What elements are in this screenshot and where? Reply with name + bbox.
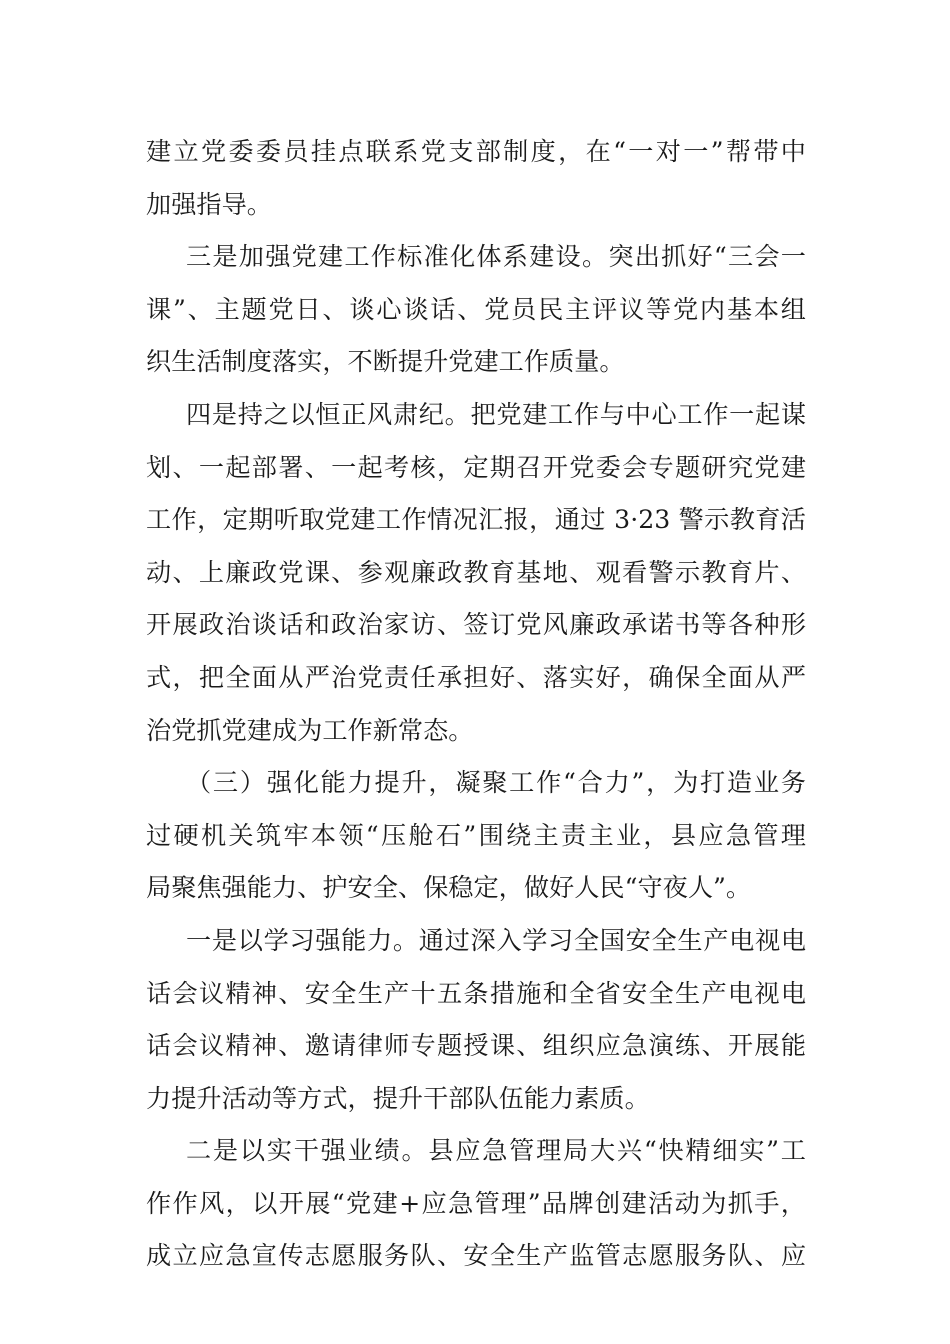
- text-line: 织生活制度落实，不断提升党建工作质量。: [146, 347, 625, 377]
- document-body: [146, 126, 806, 1283]
- text-line: 话会议精神、安全生产十五条措施和全省安全生产电视电: [146, 978, 806, 1008]
- text-line: 动、上廉政党课、参观廉政教育基地、观看警示教育片、: [146, 557, 806, 587]
- paragraph-learning: [146, 915, 806, 1125]
- text-line: 局聚焦强能力、护安全、保稳定，做好人民“守夜人”。: [146, 873, 752, 903]
- text-line: 三是加强党建工作标准化体系建设。突出抓好“三会一: [186, 242, 806, 272]
- text-line: 加强指导。: [146, 189, 272, 219]
- paragraph-party-committee-guidance: [146, 126, 806, 231]
- text-line: 作作风，以开展“党建+应急管理”品牌创建活动为抓手，: [146, 1188, 806, 1218]
- text-line: 工作，定期听取党建工作情况汇报，通过 3·23 警示教育活: [146, 505, 806, 535]
- text-line: 话会议精神、邀请律师专题授课、组织应急演练、开展能: [146, 1031, 806, 1061]
- text-line: 成立应急宣传志愿服务队、安全生产监管志愿服务队、应: [146, 1241, 806, 1271]
- text-line: 开展政治谈话和政治家访、签订党风廉政承诺书等各种形: [146, 610, 806, 640]
- text-line: 一是以学习强能力。通过深入学习全国安全生产电视电: [186, 925, 806, 955]
- text-line: 治党抓党建成为工作新常态。: [146, 715, 474, 745]
- paragraph-capability-heading: [146, 757, 806, 915]
- paragraph-standardization: [146, 231, 806, 389]
- text-line: 四是持之以恒正风肃纪。把党建工作与中心工作一起谋: [186, 399, 806, 429]
- text-line: 过硬机关筑牢本领“压舱石”围绕主责主业，县应急管理: [146, 820, 806, 850]
- paragraph-discipline: [146, 389, 806, 757]
- text-line: 建立党委委员挂点联系党支部制度，在“一对一”帮带中: [146, 137, 806, 166]
- text-line: 力提升活动等方式，提升干部队伍能力素质。: [146, 1083, 650, 1113]
- text-line: 划、一起部署、一起考核，定期召开党委会专题研究党建: [146, 452, 806, 482]
- paragraph-performance: [146, 1125, 806, 1283]
- text-line: 二是以实干强业绩。县应急管理局大兴“快精细实”工: [186, 1136, 806, 1166]
- text-line: 式，把全面从严治党责任承担好、落实好，确保全面从严: [146, 662, 806, 692]
- text-line: （三）强化能力提升，凝聚工作“合力”，为打造业务: [186, 768, 806, 798]
- text-line: 课”、主题党日、谈心谈话、党员民主评议等党内基本组: [146, 294, 806, 324]
